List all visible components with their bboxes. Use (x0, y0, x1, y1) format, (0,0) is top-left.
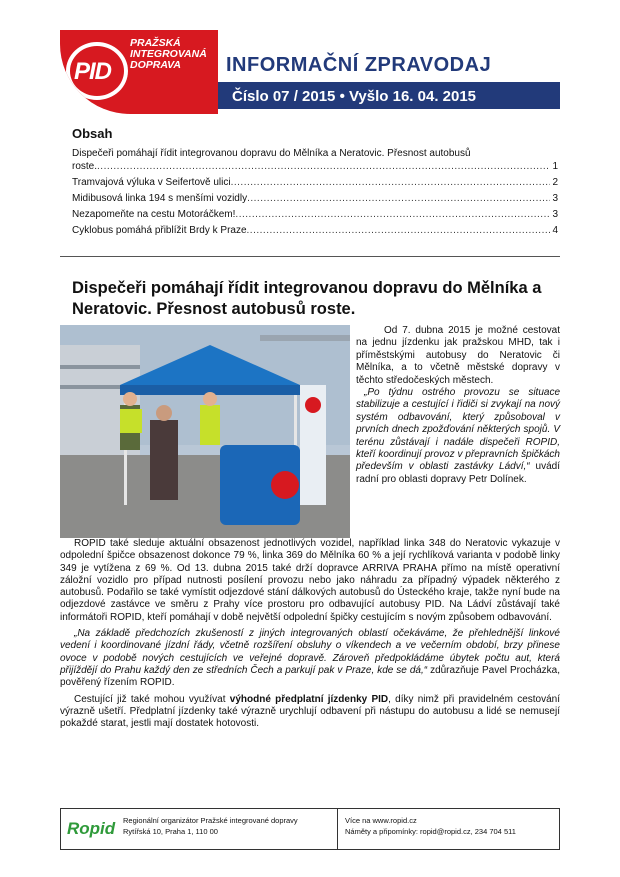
toc-item-3-page: 3 (552, 193, 558, 204)
toc-item-5[interactable] (72, 224, 558, 237)
page-footer (60, 808, 560, 850)
toc-item-2-label: Tramvajová výluka v Seifertově ulici (72, 177, 231, 188)
organizer-address: Rytířská 10, Praha 1, 110 00 (123, 827, 218, 836)
toc-item-5-page: 4 (552, 225, 558, 236)
toc-heading: Obsah (72, 126, 113, 141)
toc-item-2-page: 2 (552, 177, 558, 188)
website-link[interactable]: Více na www.ropid.cz (345, 816, 417, 825)
article-para-3 (60, 694, 560, 731)
issue-band (218, 84, 560, 109)
ropid-logo (67, 815, 117, 843)
para-3-highlight[interactable]: výhodné předplatní jízdenky PID (229, 693, 389, 705)
toc-item-1[interactable] (72, 160, 558, 173)
article-title: Dispečeři pomáhají řídit integrovanou dopravu do Mělníka a Neratovic. Přesnost autobusů roste. (72, 279, 542, 318)
article-photo (60, 325, 350, 538)
toc-leader (235, 208, 550, 221)
brand-line-1: PRAŽSKÁ (130, 37, 181, 49)
brand-line-3: DOPRAVA (130, 59, 181, 71)
toc-item-5-label: Cyklobus pomáhá přiblížit Brdy k Praze (72, 225, 247, 236)
toc-item-2[interactable] (72, 176, 558, 189)
toc-leader (247, 224, 551, 237)
toc-item-1-page: 1 (552, 161, 558, 172)
info-stand-photo (60, 325, 350, 538)
newsletter-title: INFORMAČNÍ ZPRAVODAJ (226, 54, 492, 76)
brand-line-2: INTEGROVANÁ (130, 48, 207, 60)
toc-leader (247, 192, 550, 205)
pid-brand-name (130, 38, 214, 71)
pid-logo-text: PID (74, 58, 112, 85)
article-quote-1 (356, 387, 560, 486)
issue-info: Číslo 07 / 2015 • Vyšlo 16. 04. 2015 (232, 88, 477, 105)
table-of-contents (72, 126, 558, 240)
toc-item-1-cont: roste. (72, 161, 98, 172)
toc-item-4[interactable] (72, 208, 558, 221)
toc-leader (97, 160, 550, 173)
quote-2-attribution: zdůrazňuje Pavel Procházka, pověřený řízením ROPID. (60, 664, 560, 689)
toc-item-1-text[interactable]: Dispečeři pomáhají řídit integrovanou dopravu do Mělníka a Neratovic. Přesnost autobusů (72, 148, 471, 159)
article-lead: Od 7. dubna 2015 je možné cestovat na jednu jízdenku jak pražskou MHD, tak i příměstskými autobusy do Neratovic či Mělníka, a to včetně městské dopravy v těchto středočeských městech. (356, 325, 560, 386)
toc-item-4-label: Nezapomeňte na cestu Motoráčkem! (72, 209, 236, 220)
quote-1-attribution: uvádí radní pro oblasti dopravy Petr Dolínek. (356, 461, 561, 485)
article-quote-2 (60, 628, 560, 689)
toc-leader (231, 176, 551, 189)
contact-info (345, 815, 516, 837)
pid-logo-block (60, 30, 218, 114)
toc-item-3[interactable] (72, 192, 558, 205)
quote-2-text: „Na základě předchozích zkušeností z jiných integrovaných oblastí očekáváme, že přehlednější linkové vedení i koordinované jízdní řády, včetně rozšíření obsluhy o víkendech a ve večerním období, brzy přinese ovoce v podobě nových cestujících ve veřejné dopravě. Zároveň předpokládáme úbytek počtu aut, která přijíždějí do Prahu každý den ze středních Čech a parkují pak v Praze, kde se dá,“ (60, 628, 560, 676)
article-body (60, 538, 560, 734)
toc-item-4-page: 3 (552, 209, 558, 220)
toc-item-3-label: Midibusová linka 194 s menšími vozidly (72, 193, 248, 204)
newsletter-title-box (218, 50, 560, 85)
quote-1-text: „Po týdnu ostrého provozu se situace stabilizuje a cestující i řidiči si zvykají na nový systém odbavování, který způsoboval v prvních dnech zpožďování některých spojů. V terénu zůstávají i nadále dispečeři ROPID, kteří koordinují provoz v přepravních špičkách především v oblasti zastávky Ládví,“ (356, 387, 560, 473)
contact-email-phone[interactable]: Náměty a připomínky: ropid@ropid.cz, 234 704 511 (345, 827, 516, 836)
para-3-end: , díky nimž při pravidelném cestování výrazně ušetří. Předplatní jízdenky také výrazně urychlují odbavení při nástupu do autobusu a lidé se nemusejí pokaždé starat, jestli mají dostatek hotovosti. (60, 693, 561, 730)
para-3-start: Cestující již také mohou využívat (74, 693, 226, 705)
organizer-name: Regionální organizátor Pražské integrované dopravy (123, 816, 298, 825)
article-para-2: ROPID také sleduje aktuální obsazenost jednotlivých vozidel, například linka 348 do Neratovic vykazuje v odpolední špičce obsazenost dokonce 79 %, linka 369 do Mělníka 60 % a její rychlíková varianta v podobě linky 349 je vytížena z 69 %. Od 13. dubna 2015 také drží dopravce ARRIVA PRAHA přímo na místě operativní záložní vozidlo pro případ nutnosti posílení provozu nebo jako náhradu za případný výpadek některého z autobusů. Podařilo se také vymístit odjezdové stání dálkových autobusů do Ústeckého kraje, takže nyní bude na odjezdové zastávce ve směru z Prahy více prostoru pro odbavující autobusy PID. Na Ládví zůstávají také informátoři ROPID, kteří pomáhají v době největší odpolední špičky cestujícím s novým způsobem odbavování. (60, 538, 560, 623)
footer-divider (337, 809, 338, 849)
section-divider (60, 256, 560, 257)
ropid-logo-text: Ropid (67, 819, 116, 838)
article-lead-column (356, 325, 560, 486)
organizer-info (123, 815, 298, 837)
